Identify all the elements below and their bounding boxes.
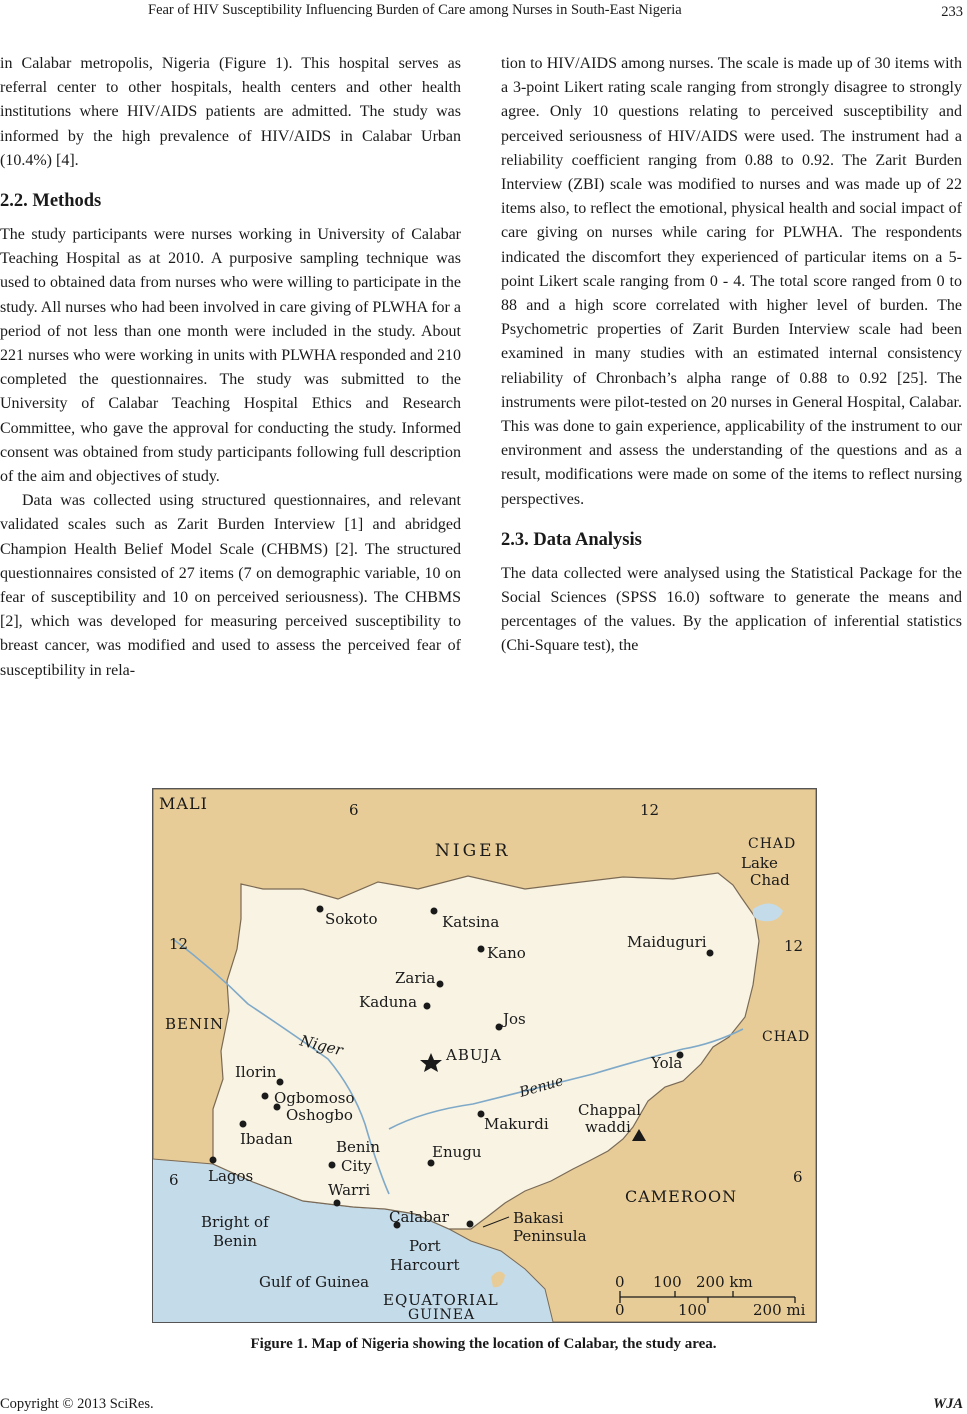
grid-12-left: 12 [169,935,189,953]
label-ogbomoso: Ogbomoso [274,1089,355,1107]
label-harcourt: Harcourt [390,1256,460,1274]
dot-ogbomoso [262,1093,269,1100]
label-ibadan: Ibadan [240,1130,293,1148]
scale-mi-0: 0 [615,1301,625,1319]
label-river-benue: Benue [517,1073,566,1101]
left-column [0,52,461,683]
label-guinea: GUINEA [408,1307,476,1322]
label-warri: Warri [328,1181,371,1199]
dot-warri [334,1200,341,1207]
dot-sokoto [317,906,324,913]
label-calabar: Calabar [389,1208,449,1226]
label-benin: BENIN [165,1015,225,1033]
running-head [0,2,967,22]
label-benin-city-2: City [341,1157,372,1175]
paragraph-data-collection: Data was collected using structured questionnaires, and relevant validated scales such as Zarit Burden Interview [1] and abridged Champion Health Belief Model Scale (CHBMS) [2]. The structured questionnaires consisted of 27 items (7 on demographic variable, 10 on fear of susceptibility and 10 on perceived seriousness). The CHBMS [2], which was developed for measuring perceived susceptibility to breast cancer, was modified and used to assess the perceived fear of susceptibility in rela- [0,492,461,679]
label-zaria: Zaria [395,969,436,987]
label-lake: Lake [741,854,778,872]
scale-mi-200: 200 mi [753,1301,806,1319]
section-heading-data-analysis: 2.3. Data Analysis [501,529,642,550]
nigeria-map-figure [152,788,817,1323]
dot-kaduna [424,1003,431,1010]
section-heading-methods: 2.2. Methods [0,191,102,212]
nigeria-map [153,789,816,1322]
footer-copyright: Copyright © 2013 SciRes. [0,1396,154,1412]
label-peninsula: Peninsula [513,1227,587,1245]
dot-ibadan [240,1121,247,1128]
footer-journal: WJA [933,1396,963,1412]
scale-km-0: 0 [615,1273,625,1291]
label-sokoto: Sokoto [325,910,378,928]
scale-mi-100: 100 [678,1301,707,1319]
dot-calabar [467,1221,474,1228]
dot-jos [496,1024,503,1031]
dot-zaria [437,981,444,988]
dot-kano [478,946,485,953]
paragraph-instruments: tion to HIV/AIDS among nurses. The scale is made up of 30 items with a 3-point Likert rating scale ranging from strongly disagree to strongly agree. Only 10 questions relating to perceived susceptibility and perceived seriousness of HIV/AIDS were used. The instrument had a reliability coefficient ranging from 0.88 to 0.92. The Zarit Burden Interview (ZBI) scale was modified to nurses and was made up of 22 items also, to reflect the emotional, physical health and social impact of care giving on nurses while caring for PLWHA. The respondents indicated the discomfort they experienced of particular items on a 5-point Likert scale ranging from 0 - 4. The total score ranged from 0 to 88 and a high score correlated with higher level of burden. The Psychometric properties of Zarit Burden Interview scale had been examined in many studies with an estimated internal consistency reliability of Chronbach’s alpha range of 0.88 to 0.92 [25]. The instruments were pilot-tested on 20 nurses in General Hospital, Calabar. This was done to gain experience, applicability of the instrument to our environment and assess the understanding of the questions and as a result, modifications were made on some of the items to reflect nursing perspectives. [501,55,962,508]
dot-lagos [210,1157,217,1164]
label-jos: Jos [503,1010,526,1028]
dot-ilorin [277,1079,284,1086]
label-chad-lake: Chad [750,871,790,889]
label-kano: Kano [487,944,526,962]
label-maiduguri: Maiduguri [627,933,707,951]
grid-12-top: 12 [640,801,660,819]
label-katsina: Katsina [442,913,500,931]
label-equatorial: EQUATORIAL [383,1291,499,1309]
label-bight-of: Bright of [201,1213,269,1231]
label-lagos: Lagos [208,1167,254,1185]
dot-benin-city [329,1162,336,1169]
label-oshogbo: Oshogbo [286,1106,353,1124]
dot-maiduguri [707,950,714,957]
label-bight-benin: Benin [213,1232,258,1250]
label-cameroon: CAMEROON [625,1187,738,1206]
label-benin-city-1: Benin [336,1138,381,1156]
grid-6-left: 6 [169,1171,179,1189]
label-ilorin: Ilorin [235,1063,277,1081]
scale-km-200: 200 km [696,1273,753,1291]
label-makurdi: Makurdi [484,1115,549,1133]
scale-km-100: 100 [653,1273,682,1291]
paragraph-data-analysis: The data collected were analysed using the Statistical Package for the Social Sciences (SPSS 16.0) software to generate the means and percentages of the values. By the application of inferential statistics (Chi-Square test), the [501,564,962,655]
label-mali: MALI [159,794,208,813]
label-gulf-of-guinea: Gulf of Guinea [259,1273,370,1291]
grid-6-right: 6 [793,1168,803,1186]
label-yola: Yola [651,1054,683,1072]
right-column [501,52,962,659]
figure-caption: Figure 1. Map of Nigeria showing the location of Calabar, the study area. [250,1336,717,1352]
label-chad-side: CHAD [762,1029,811,1045]
label-waddi: waddi [585,1118,631,1136]
paragraph-participants: The study participants were nurses working in University of Calabar Teaching Hospital as at 2010. A purposive sampling technique was used to obtained data from nurses who were willing to participate in the study. All nurses who had been involved in care giving of PLWHA for a period of not less than one month were included in the study. About 221 nurses who were working in units with PLWHA responded and 210 completed the questionnaires. The study was submitted to the University of Calabar Teaching Hospital Ethics and Research Committee, who gave the approval for conducting the study. Informed consent was obtained from study participants following full description of the aim and objectives of study. [0,226,461,486]
label-bakasi: Bakasi [513,1209,564,1227]
grid-6-top: 6 [349,801,359,819]
label-niger-country: NIGER [435,841,511,861]
label-chappal: Chappal [578,1101,642,1119]
paragraph-study-area: in Calabar metropolis, Nigeria (Figure 1). This hospital serves as referral center to other hospitals, health centers and other health institutions where HIV/AIDS patients are admitted. The study was informed by the high prevalence of HIV/AIDS in Calabar Urban (10.4%) [4]. [0,55,461,169]
label-port: Port [409,1237,441,1255]
running-title: Fear of HIV Susceptibility Influencing Burden of Care among Nurses in South-East Nigeria [148,2,682,18]
label-enugu: Enugu [432,1143,482,1161]
label-abuja: ABUJA [446,1046,502,1064]
dot-katsina [431,908,438,915]
grid-12-right: 12 [784,937,804,955]
label-chad-top: CHAD [748,836,797,852]
label-river-niger: Niger [298,1031,345,1060]
page-number: 233 [941,4,963,20]
label-kaduna: Kaduna [359,993,418,1011]
